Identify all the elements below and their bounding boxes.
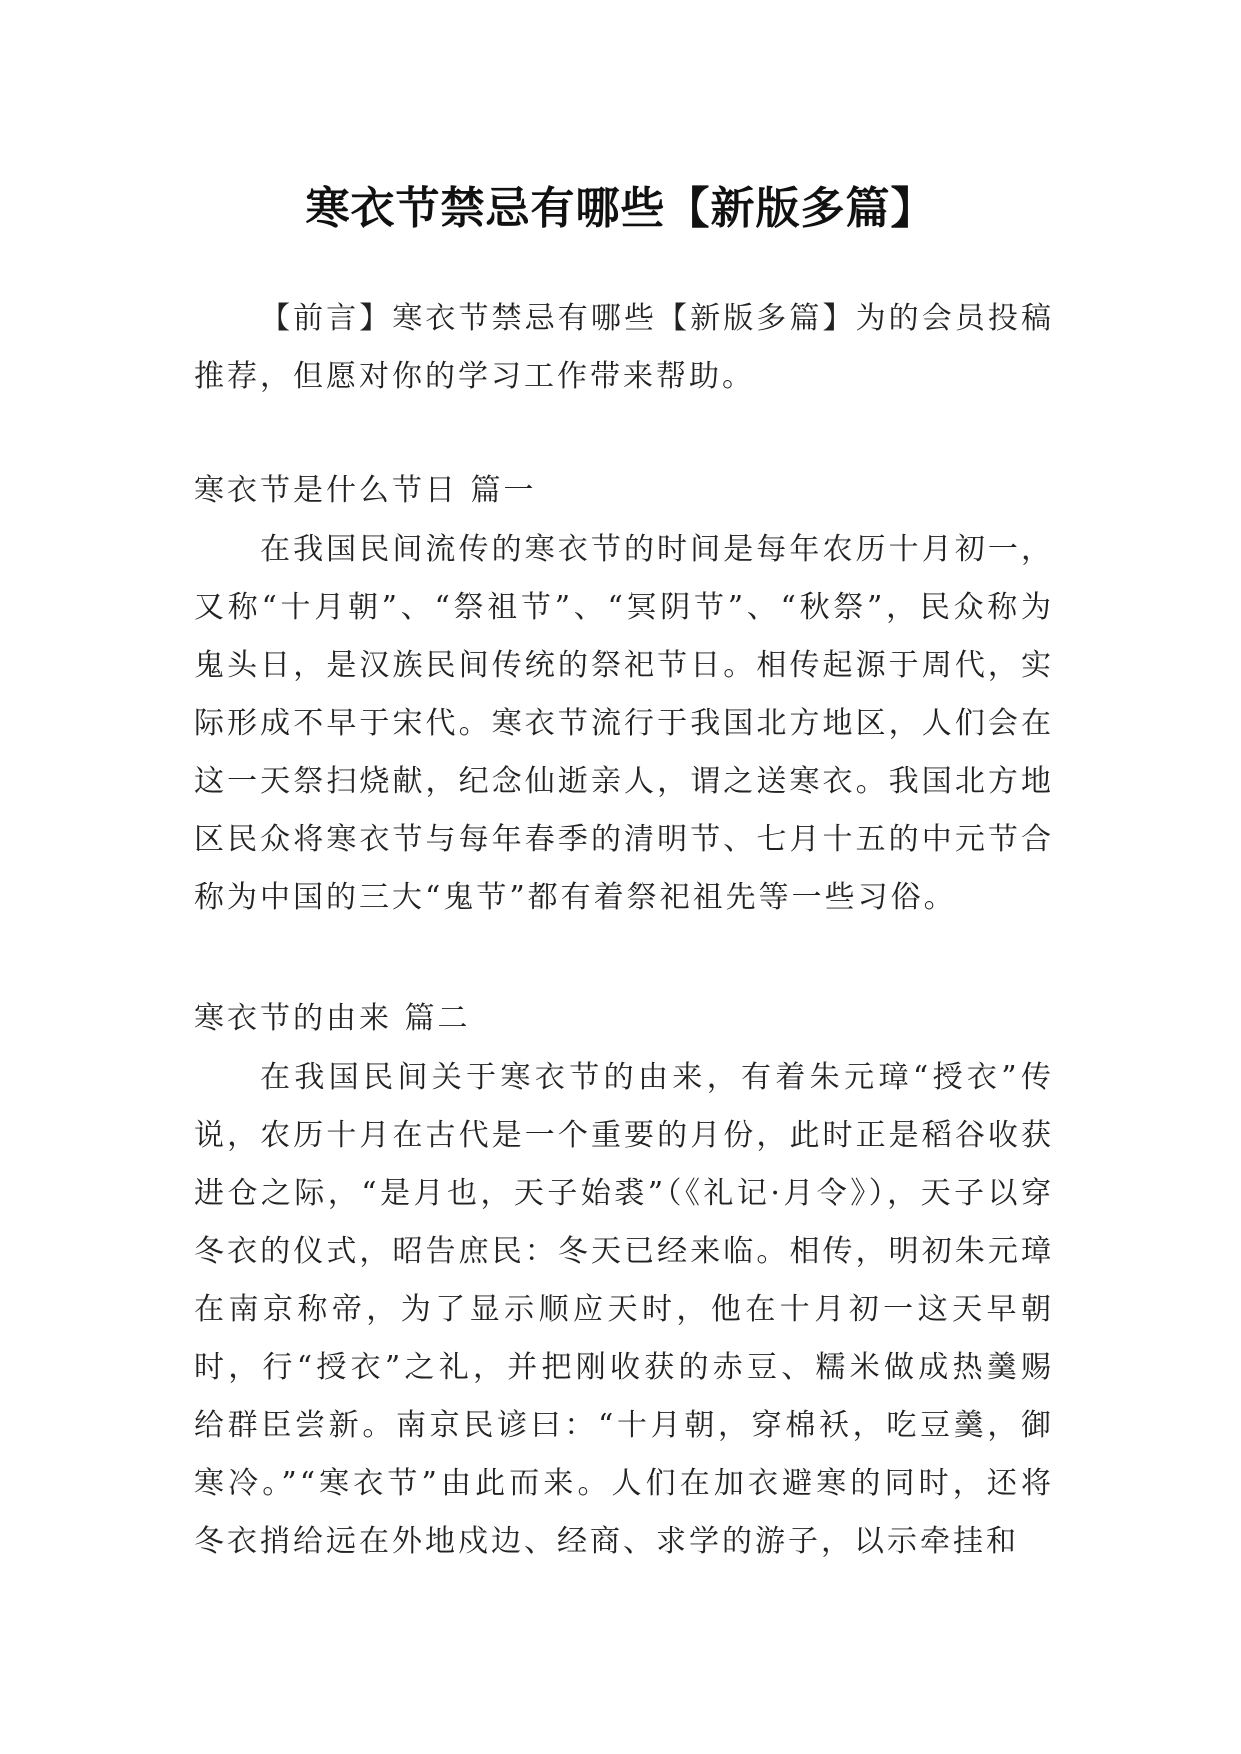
section-paragraph-1: 在我国民间流传的寒衣节的时间是每年农历十月初一，又称“十月朝”、“祭祖节”、“冥阴节”、“秋祭”，民众称为鬼头日，是汉族民间传统的祭祀节日。相传起源于周代，实际形成不早于宋代。寒衣节流行于我国北方地区，人们会在这一天祭扫烧献，纪念仙逝亲人，谓之送寒衣。我国北方地区民众将寒衣节与每年春季的清明节、七月十五的中元节合称为中国的三大“鬼节”都有着祭祀祖先等一些习俗。 [194,532,1054,915]
page-title: 寒衣节禁忌有哪些【新版多篇】 [305,183,936,235]
section-heading-2: 寒衣节的由来 篇二 [194,1001,471,1036]
section-paragraph-2: 在我国民间关于寒衣节的由来，有着朱元璋“授衣”传说，农历十月在古代是一个重要的月份，此时正是稻谷收获进仓之际，“是月也，天子始裘”（《礼记·月令》），天子以穿冬衣的仪式，昭告庶民：冬天已经来临。相传，明初朱元璋在南京称帝，为了显示顺应天时，他在十月初一这天早朝时，行“授衣”之礼，并把刚收获的赤豆、糯米做成热羹赐给群臣尝新。南京民谚曰：“十月朝，穿棉袄，吃豆羹，御寒冷。”“寒衣节”由此而来。人们在加衣避寒的同时，还将冬衣捎给远在外地戍边、经商、求学的游子，以示牵挂和 [194,1060,1054,1559]
section-heading-1: 寒衣节是什么节日 篇一 [194,473,537,508]
preface-paragraph: 【前言】寒衣节禁忌有哪些【新版多篇】为的会员投稿推荐，但愿对你的学习工作带来帮助。 [194,301,1054,394]
